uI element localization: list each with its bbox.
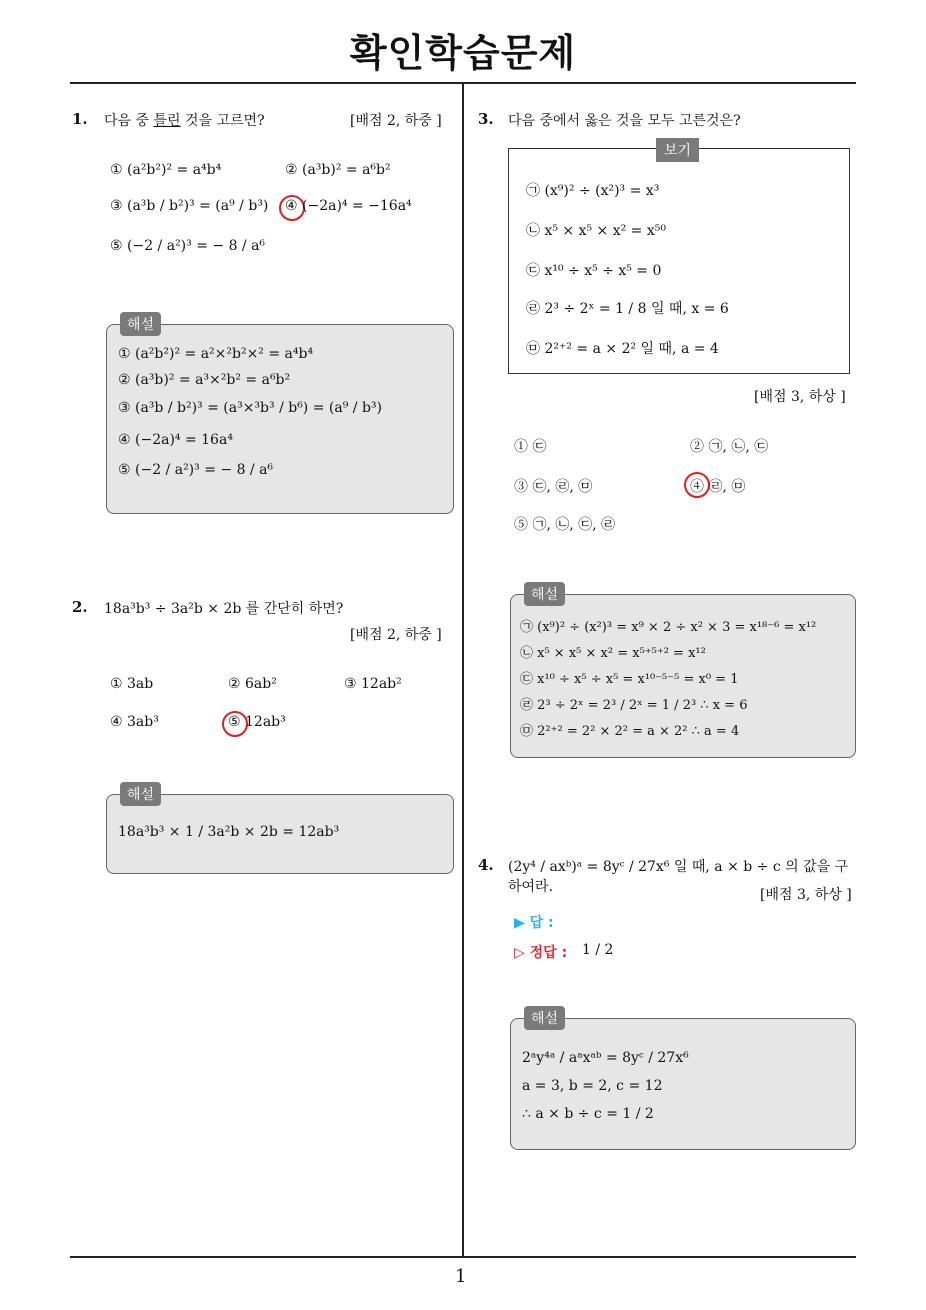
q2-option-2[interactable]: ② 6ab² <box>228 676 277 692</box>
q1-option-1[interactable]: ① (a²b²)² = a⁴b⁴ <box>110 162 222 178</box>
q3-option-1[interactable]: ① ㉢ <box>514 439 547 455</box>
q4-meta: [배점 3, 하상 ] <box>760 887 852 903</box>
q3-solution-line-2: ㉡ x⁵ × x⁵ × x² = x⁵⁺⁵⁺² = x¹² <box>520 646 706 661</box>
q1-solution-line-4: ④ (−2a)⁴ = 16a⁴ <box>118 432 233 448</box>
q1-text-pre: 다음 중 <box>104 113 154 129</box>
q3-bogi-item-2: ㉡ x⁵ × x⁵ × x² = x⁵⁰ <box>526 223 666 239</box>
q1-solution-line-1: ① (a²b²)² = a²×²b²×² = a⁴b⁴ <box>118 346 314 362</box>
q4-correct-label: ▷ 정답 : <box>514 945 568 961</box>
q3-bogi-item-1: ㉠ (x⁹)² ÷ (x²)³ = x³ <box>526 183 660 199</box>
q2-number: 2. <box>72 598 88 616</box>
q1-option-3[interactable]: ③ (a³b / b²)³ = (a⁹ / b³) <box>110 198 269 214</box>
q3-number: 3. <box>478 110 494 128</box>
q3-option-3[interactable]: ③ ㉢, ㉣, ㉤ <box>514 479 593 495</box>
page-number: 1 <box>455 1266 467 1287</box>
q1-question <box>104 110 265 130</box>
q2-question: 18a³b³ ÷ 3a²b × 2b 를 간단히 하면? <box>104 601 344 617</box>
page-title: 확인학습문제 <box>349 31 577 75</box>
q4-correct-value: 1 / 2 <box>582 942 614 958</box>
q1-solution-line-2: ② (a³b)² = a³×²b² = a⁶b² <box>118 372 291 388</box>
q4-solution-line-2: a = 3, b = 2, c = 12 <box>522 1078 663 1094</box>
q3-option-4[interactable]: ④ ㉣, ㉤ <box>690 479 746 495</box>
q3-bogi-item-4: ㉣ 2³ ÷ 2ˣ = 1 / 8 일 때, x = 6 <box>526 301 729 317</box>
q2-option-1[interactable]: ① 3ab <box>110 676 154 692</box>
q1-solution-tag: 해설 <box>120 312 161 336</box>
q1-solution-line-3: ③ (a³b / b²)³ = (a³×³b³ / b⁶) = (a⁹ / b³) <box>118 400 382 416</box>
q3-meta: [배점 3, 하상 ] <box>754 389 846 405</box>
q3-question: 다음 중에서 옳은 것을 모두 고른것은? <box>508 113 741 129</box>
q1-option-2[interactable]: ② (a³b)² = a⁶b² <box>285 162 391 178</box>
q4-number: 4. <box>478 856 494 874</box>
q4-solution-line-1: 2ᵃy⁴ᵃ / aᵃxᵃᵇ = 8yᶜ / 27x⁶ <box>522 1050 689 1066</box>
q3-option-5[interactable]: ⑤ ㉠, ㉡, ㉢, ㉣ <box>514 517 616 533</box>
q3-bogi-tag: 보기 <box>656 138 699 162</box>
q1-option-5[interactable]: ⑤ (−2 / a²)³ = − 8 / a⁶ <box>110 238 266 254</box>
q2-option-5[interactable]: ⑤ 12ab³ <box>228 714 286 730</box>
q1-solution-line-5: ⑤ (−2 / a²)³ = − 8 / a⁶ <box>118 462 274 478</box>
q4-solution-tag: 해설 <box>524 1006 565 1030</box>
q1-text-post: 것을 고르면? <box>180 113 265 129</box>
q4-solution-line-3: ∴ a × b ÷ c = 1 / 2 <box>522 1106 654 1122</box>
q3-solution-tag: 해설 <box>524 582 565 606</box>
q4-answer-label: ▶ 답 : <box>514 915 554 931</box>
column-divider <box>462 84 464 1256</box>
q3-solution-line-1: ㉠ (x⁹)² ÷ (x²)³ = x⁹ × 2 ÷ x² × 3 = x¹⁸⁻⁶ = x¹² <box>520 620 817 635</box>
q2-meta: [배점 2, 하중 ] <box>350 627 442 643</box>
q3-solution-line-3: ㉢ x¹⁰ ÷ x⁵ ÷ x⁵ = x¹⁰⁻⁵⁻⁵ = x⁰ = 1 <box>520 672 739 687</box>
q3-bogi-item-3: ㉢ x¹⁰ ÷ x⁵ ÷ x⁵ = 0 <box>526 263 662 279</box>
q3-solution-line-5: ㉤ 2²⁺² = 2² × 2² = a × 2² ∴ a = 4 <box>520 724 740 739</box>
q2-solution-line: 18a³b³ × 1 / 3a²b × 2b = 12ab³ <box>118 824 340 840</box>
q2-option-4[interactable]: ④ 3ab³ <box>110 714 159 730</box>
q1-number: 1. <box>72 110 88 128</box>
q1-option-4[interactable]: ④ (−2a)⁴ = −16a⁴ <box>285 198 412 214</box>
q3-solution-line-4: ㉣ 2³ ÷ 2ˣ = 2³ / 2ˣ = 1 / 2³ ∴ x = 6 <box>520 698 748 713</box>
q1-meta: [배점 2, 하중 ] <box>350 113 442 129</box>
q3-option-2[interactable]: ② ㉠, ㉡, ㉢ <box>690 439 769 455</box>
q3-bogi-item-5: ㉤ 2²⁺² = a × 2² 일 때, a = 4 <box>526 341 719 357</box>
q4-question: (2y⁴ / axᵇ)ᵃ = 8yᶜ / 27x⁶ 일 때, a × b ÷ c 의 값을 구하여라. <box>508 859 849 895</box>
footer-rule <box>70 1256 856 1258</box>
q2-solution-tag: 해설 <box>120 782 161 806</box>
q2-option-3[interactable]: ③ 12ab² <box>344 676 402 692</box>
q1-text-underlined: 틀린 <box>153 113 181 129</box>
